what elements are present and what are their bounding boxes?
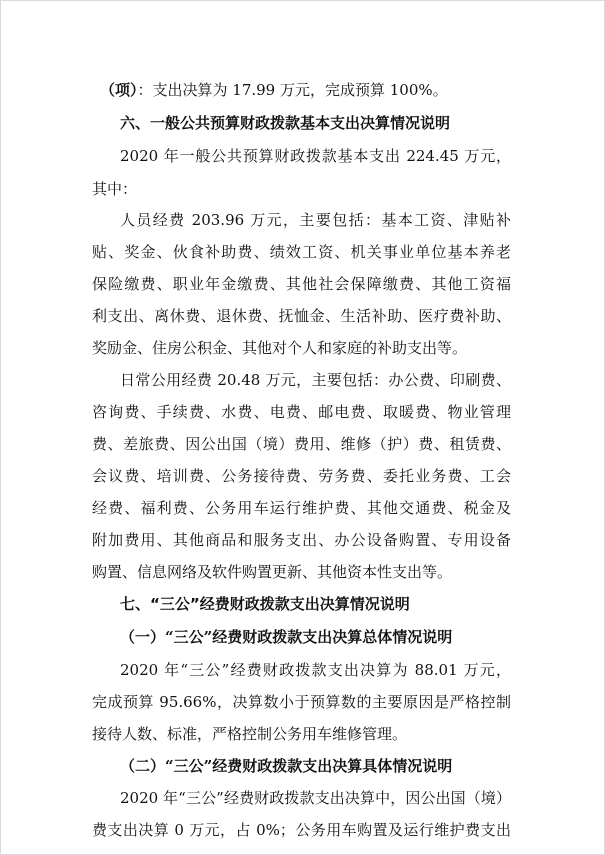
paragraph-line: 咨询费、手续费、水费、电费、邮电费、取暖费、物业管理	[92, 403, 511, 421]
section-heading: 七、“三公”经费财政拨款支出决算情况说明	[120, 595, 410, 613]
paragraph-line: 购置、信息网络及软件购置更新、其他资本性支出等。	[92, 563, 453, 581]
paragraph-line: 利支出、离休费、退休费、抚恤金、生活补助、医疗费补助、	[92, 307, 511, 325]
paragraph-line: 2020 年一般公共预算财政拨款基本支出 224.45 万元，	[120, 147, 511, 165]
paragraph-line: 附加费用、其他商品和服务支出、办公设备购置、专用设备	[92, 531, 511, 549]
paragraph-line: 日常公用经费 20.48 万元，主要包括：办公费、印刷费、	[120, 371, 511, 389]
item-text: ：支出决算为 17.99 万元，完成预算 100%。	[137, 81, 448, 99]
paragraph-line: 其中：	[92, 180, 138, 198]
subsection-heading: （二）“三公”经费财政拨款支出决算具体情况说明	[120, 757, 453, 775]
paragraph-line: 接待人数、标准，严格控制公务用车维修管理。	[92, 725, 408, 743]
paragraph-line: 奖励金、住房公积金、其他对个人和家庭的补助支出等。	[92, 339, 468, 357]
paragraph-line: 2020 年“三公”经费财政拨款支出决算为 88.01 万元，	[120, 661, 511, 679]
item-label: （项）	[100, 81, 138, 99]
paragraph-line: 费、差旅费、因公出国（境）费用、维修（护）费、租赁费、	[92, 435, 511, 453]
paragraph-line: 贴、奖金、伙食补助费、绩效工资、机关事业单位基本养老	[92, 243, 511, 261]
section-heading: 六、一般公共预算财政拨款基本支出决算情况说明	[120, 114, 451, 132]
subsection-heading: （一）“三公”经费财政拨款支出决算总体情况说明	[120, 628, 453, 646]
paragraph-line	[0, 80, 605, 100]
paragraph-line: 完成预算 95.66%，决算数小于预算数的主要原因是严格控制	[92, 693, 511, 711]
paragraph-line: 人员经费 203.96 万元，主要包括：基本工资、津贴补	[120, 211, 511, 229]
paragraph-line: 经费、福利费、公务用车运行维护费、其他交通费、税金及	[92, 499, 511, 517]
paragraph-line: 费支出决算 0 万元，占 0%；公务用车购置及运行维护费支出	[92, 821, 511, 839]
paragraph-line: 会议费、培训费、公务接待费、劳务费、委托业务费、工会	[92, 467, 511, 485]
paragraph-line: 2020 年“三公”经费财政拨款支出决算中，因公出国（境）	[120, 789, 511, 807]
paragraph-line: 保险缴费、职业年金缴费、其他社会保障缴费、其他工资福	[92, 275, 511, 293]
